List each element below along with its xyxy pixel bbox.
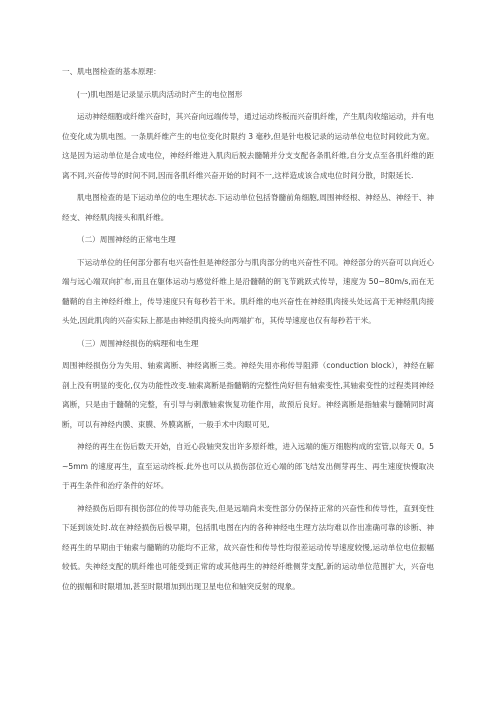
paragraph-1: 运动神经细胞或纤维兴奋时，其兴奋向远端传导，通过运动终板而兴奋肌纤维，产生肌肉收缩运动，并有电位变化成为肌电图。一条肌纤维产生的电位变化时限约 3 毫秒,但是针电极记录的运动单位电位时间较此为宽。这是因为运动单位是合成电位，神经纤维进入肌肉后脱去髓鞘并分支支配各条肌纤维,自分支点至各肌纤维的距离不同,兴奋传导的时间不同,因而各肌纤维兴奋开始的时间不一,这样造成该合成电位时间分散，时限延长. — [62, 112, 434, 180]
section-3-title: （三）周围神经损伤的病理和电生理 — [77, 338, 199, 348]
main-heading: 一、肌电图检查的基本原理： — [62, 67, 161, 76]
sub-heading: (一)肌电图是记录显示肌肉活动时产生的电位图形 — [77, 89, 243, 99]
paragraph-5: 神经的再生在伤后数天开始，自近心段轴突发出许多原纤维，进入远端的施万细胞构成的室管,以每天 0。5~5mm 的速度再生，直至运动终板.此外也可以从损伤部位近心端的郎飞结发出侧芽再生、再生速度快慢取决于再生条件和治疗条件的好坏。 — [62, 442, 434, 490]
paragraph-4: 周围神经损伤分为失用、轴索离断、神经离断三类。神经失用亦称传导阻滞（conduction block），神经在解剖上没有明显的变化,仅为功能性改变.轴索离断是指髓鞘的完整性尚好但有轴索变性,其轴索变性的过程类同神经离断，只是由于髓鞘的完整，有引导与刺激轴索恢复功能作用，故预后良好。神经离断是指轴索与髓鞘同时离断，可以有神经内膜、束膜、外膜离断，一般手术中肉眼可见, — [62, 361, 434, 429]
document-page — [62, 62, 434, 596]
paragraph-6: 神经损伤后即有损伤部位的传导功能丧失,但是远端尚未变性部分仍保持正常的兴奋性和传导性，直到变性下延到该处时.故在神经损伤后极早期，包括肌电图在内的各种神经电生理方法均难以作出准确可靠的诊断、神经再生的早期由于轴索与髓鞘的功能均不正常，故兴奋性和传导性均很差运动传导速度较慢,运动单位电位振幅较低。失神经支配的肌纤维也可能受到正常的或其他再生的神经纤维侧芽支配,新的运动单位范围扩大，兴奋电位的振幅和时限增加,甚至时限增加到出现卫星电位和轴突反射的现象。 — [62, 503, 434, 591]
paragraph-2: 肌电图检查的是下运动单位的电生理状态.下运动单位包括脊髓前角细胞,周围神经根、神经丛、神经干、神经支、神经肌肉接头和肌纤维。 — [62, 193, 434, 222]
paragraph-3: 下运动单位的任何部分都有电兴奋性但是神经部分与肌肉部分的电兴奋性不同。神经部分的兴奋可以向近心端与远心端双向扩布,而且在躯体运动与感觉纤维上是沿髓鞘的朗飞节跳跃式传导，速度为 50~80m/s,而在无髓鞘的自主神经纤维上，传导速度只有每秒若干米。肌纤维的电兴奋性在神经肌肉接头处远高于无神经肌肉接头处,因此肌肉的兴奋实际上都是由神经肌肉接头向两端扩布，其传导速度也仅有每秒若干米。 — [62, 257, 434, 325]
section-2-title: （二）周围神经的正常电生理 — [77, 235, 176, 244]
